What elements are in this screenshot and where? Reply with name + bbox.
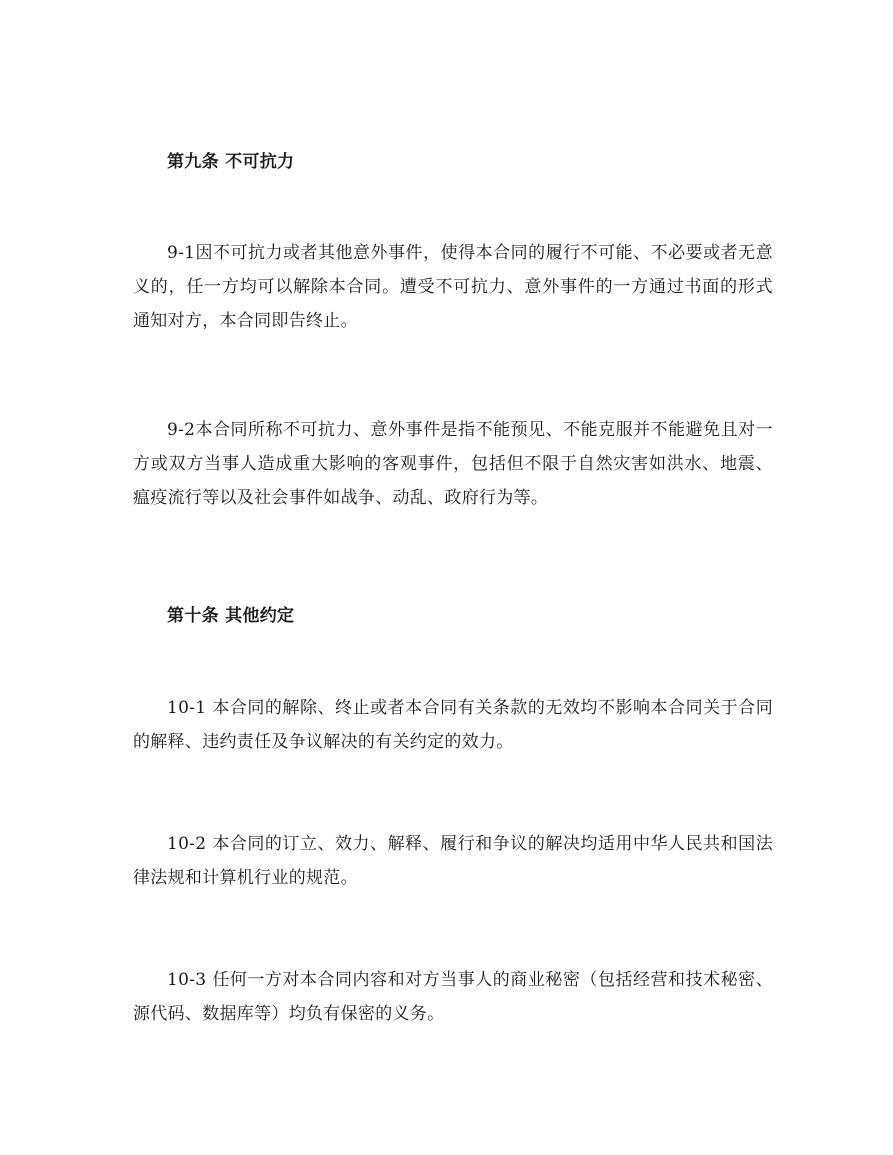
- clause-9-2: 9-2本合同所称不可抗力、意外事件是指不能预见、不能克服并不能避免且对一方或双方当事人造成重大影响的客观事件，包括但不限于自然灾害如洪水、地震、瘟疫流行等以及社会事件如战争、动乱、政府行为等。: [133, 420, 773, 508]
- clause-10-2: 10-2 本合同的订立、效力、解释、履行和争议的解决均适用中华人民共和国法律法规和计算机行业的规范。: [133, 834, 773, 888]
- clause-9-1: 9-1因不可抗力或者其他意外事件，使得本合同的履行不可能、不必要或者无意义的，任一方均可以解除本合同。遭受不可抗力、意外事件的一方通过书面的形式通知对方，本合同即告终止。: [133, 243, 773, 331]
- section-heading-10: 第十条 其他约定: [167, 606, 295, 626]
- clause-10-3: 10-3 任何一方对本合同内容和对方当事人的商业秘密（包括经营和技术秘密、源代码、数据库等）均负有保密的义务。: [133, 970, 773, 1024]
- section-heading-9: 第九条 不可抗力: [167, 152, 295, 172]
- clause-10-1: 10-1 本合同的解除、终止或者本合同有关条款的无效均不影响本合同关于合同的解释、违约责任及争议解决的有关约定的效力。: [133, 698, 773, 752]
